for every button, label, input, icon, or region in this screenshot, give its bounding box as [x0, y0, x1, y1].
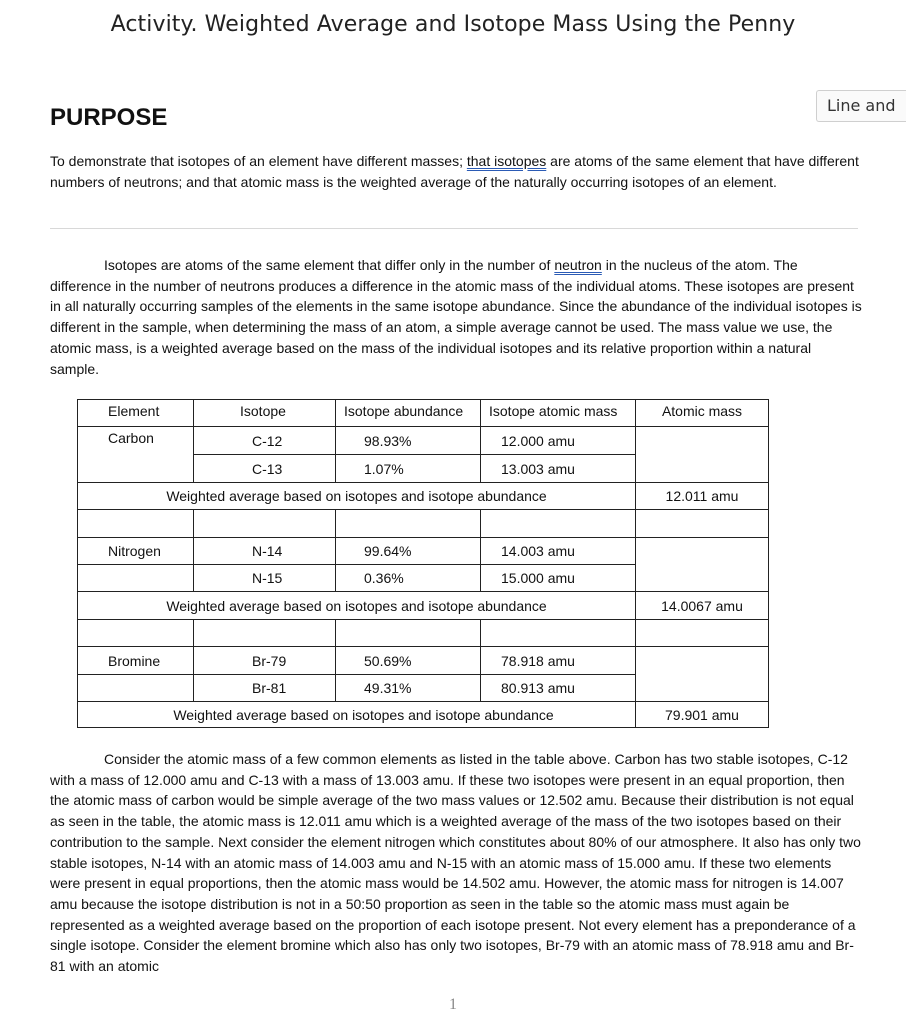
mass-n14: 14.003 amu — [481, 538, 636, 565]
isotope-n15: N-15 — [194, 565, 336, 592]
mass-n15: 15.000 amu — [481, 565, 636, 592]
atomic-mass-nitrogen: 14.0067 amu — [636, 592, 769, 620]
atomic-mass-carbon: 12.011 amu — [636, 483, 769, 510]
weighted-row-nitrogen — [78, 592, 769, 620]
mass-c13: 13.003 amu — [481, 455, 636, 483]
element-bromine: Bromine — [78, 647, 194, 675]
empty-cell — [636, 538, 769, 592]
table-row — [78, 647, 769, 675]
spacer-row — [78, 620, 769, 647]
weighted-label-carbon: Weighted average based on isotopes and isotope abundance — [78, 483, 636, 510]
table-row — [78, 427, 769, 455]
document-title: Activity. Weighted Average and Isotope Mass Using the Penny — [110, 12, 796, 37]
grammar-flag-that-isotopes[interactable]: that isotopes — [466, 153, 547, 169]
empty-cell — [636, 427, 769, 483]
section-divider — [50, 228, 858, 229]
header-isotope-atomic-mass: Isotope atomic mass — [481, 400, 636, 427]
weighted-label-nitrogen: Weighted average based on isotopes and isotope abundance — [78, 592, 636, 620]
weighted-row-bromine — [78, 702, 769, 728]
header-element: Element — [78, 400, 194, 427]
table-header-row — [78, 400, 769, 427]
abundance-c12: 98.93% — [336, 427, 481, 455]
abundance-br81: 49.31% — [336, 675, 481, 702]
header-atomic-mass: Atomic mass — [636, 400, 769, 427]
grammar-flag-neutron[interactable]: neutron — [554, 257, 602, 273]
isotope-c12: C-12 — [194, 427, 336, 455]
empty-cell — [636, 647, 769, 702]
empty-cell — [78, 565, 194, 592]
table-row — [78, 538, 769, 565]
abundance-c13: 1.07% — [336, 455, 481, 483]
purpose-text-before: To demonstrate that isotopes of an element have different masses; — [50, 153, 467, 169]
consider-paragraph: Consider the atomic mass of a few common elements as listed in the table above. Carbon has two stable isotopes, C-12 with a mass of 12.000 amu and C-13 with a mass of 13.003 amu. If these two isotopes were present in an equal proportion, then the atomic mass of carbon would be simple average of the two mass values or 12.502 amu. Because their distribution is not equal as seen in the table, the atomic mass is 12.011 amu which is a weighted average of the mass of the two isotopes based on their contribution to the sample. Next consider the element nitrogen which constitutes about 80% of our atmosphere. It also has only two stable isotopes, N-14 with an atomic mass of 14.003 amu and N-15 with an atomic mass of 15.000 amu. If these two elements were present in equal proportions, then the atomic mass would be 14.502 amu. However, the atomic mass for nitrogen is 14.007 amu because the isotope distribution is not in a 50:50 proportion as seen in the table so the atomic mass must again be represented as a weighted average based on the proportion of each isotope present. Not every element has a preponderance of a single isotope. Consider the element bromine which also has only two isotopes, Br-79 with an atomic mass of 78.918 amu and Br-81 with an atomic — [50, 751, 861, 975]
isotope-c13: C-13 — [194, 455, 336, 483]
weighted-label-bromine: Weighted average based on isotopes and isotope abundance — [78, 702, 636, 728]
mass-br79: 78.918 amu — [481, 647, 636, 675]
element-nitrogen: Nitrogen — [78, 538, 194, 565]
isotope-br81: Br-81 — [194, 675, 336, 702]
abundance-br79: 50.69% — [336, 647, 481, 675]
mass-c12: 12.000 amu — [481, 427, 636, 455]
element-carbon: Carbon — [78, 427, 194, 483]
empty-cell — [78, 675, 194, 702]
isotope-br79: Br-79 — [194, 647, 336, 675]
intro-paragraph — [50, 255, 862, 379]
purpose-paragraph — [50, 151, 860, 192]
atomic-mass-bromine: 79.901 amu — [636, 702, 769, 728]
page-number: 1 — [449, 996, 457, 1013]
isotope-table — [77, 399, 769, 728]
intro-text-before: Isotopes are atoms of the same element that differ only in the number of — [104, 257, 555, 273]
abundance-n15: 0.36% — [336, 565, 481, 592]
intro-text-after: in the nucleus of the atom. The difference in the number of neutrons produces a difference in the atomic mass of the individual atoms. These isotopes are present in all naturally occurring samples of the elements in the same isotope abundance. Since the abundance of the individual isotopes is different in the sample, when determining the mass of an atom, a simple average cannot be used. The mass value we use, the atomic mass, is a weighted average based on the mass of the individual isotopes and its relative proportion within a natural sample. — [50, 257, 862, 377]
spacer-row — [78, 510, 769, 538]
weighted-row-carbon — [78, 483, 769, 510]
header-isotope-abundance: Isotope abundance — [336, 400, 481, 427]
isotope-n14: N-14 — [194, 538, 336, 565]
purpose-heading: PURPOSE — [50, 104, 168, 131]
purpose-text-after: are atoms of the same element that have different numbers of neutrons; and that atomic mass is the weighted average of the naturally occurring isotopes of an element. — [50, 153, 859, 190]
mass-br81: 80.913 amu — [481, 675, 636, 702]
comment-tab[interactable]: Line and — [816, 90, 906, 122]
abundance-n14: 99.64% — [336, 538, 481, 565]
header-isotope: Isotope — [194, 400, 336, 427]
